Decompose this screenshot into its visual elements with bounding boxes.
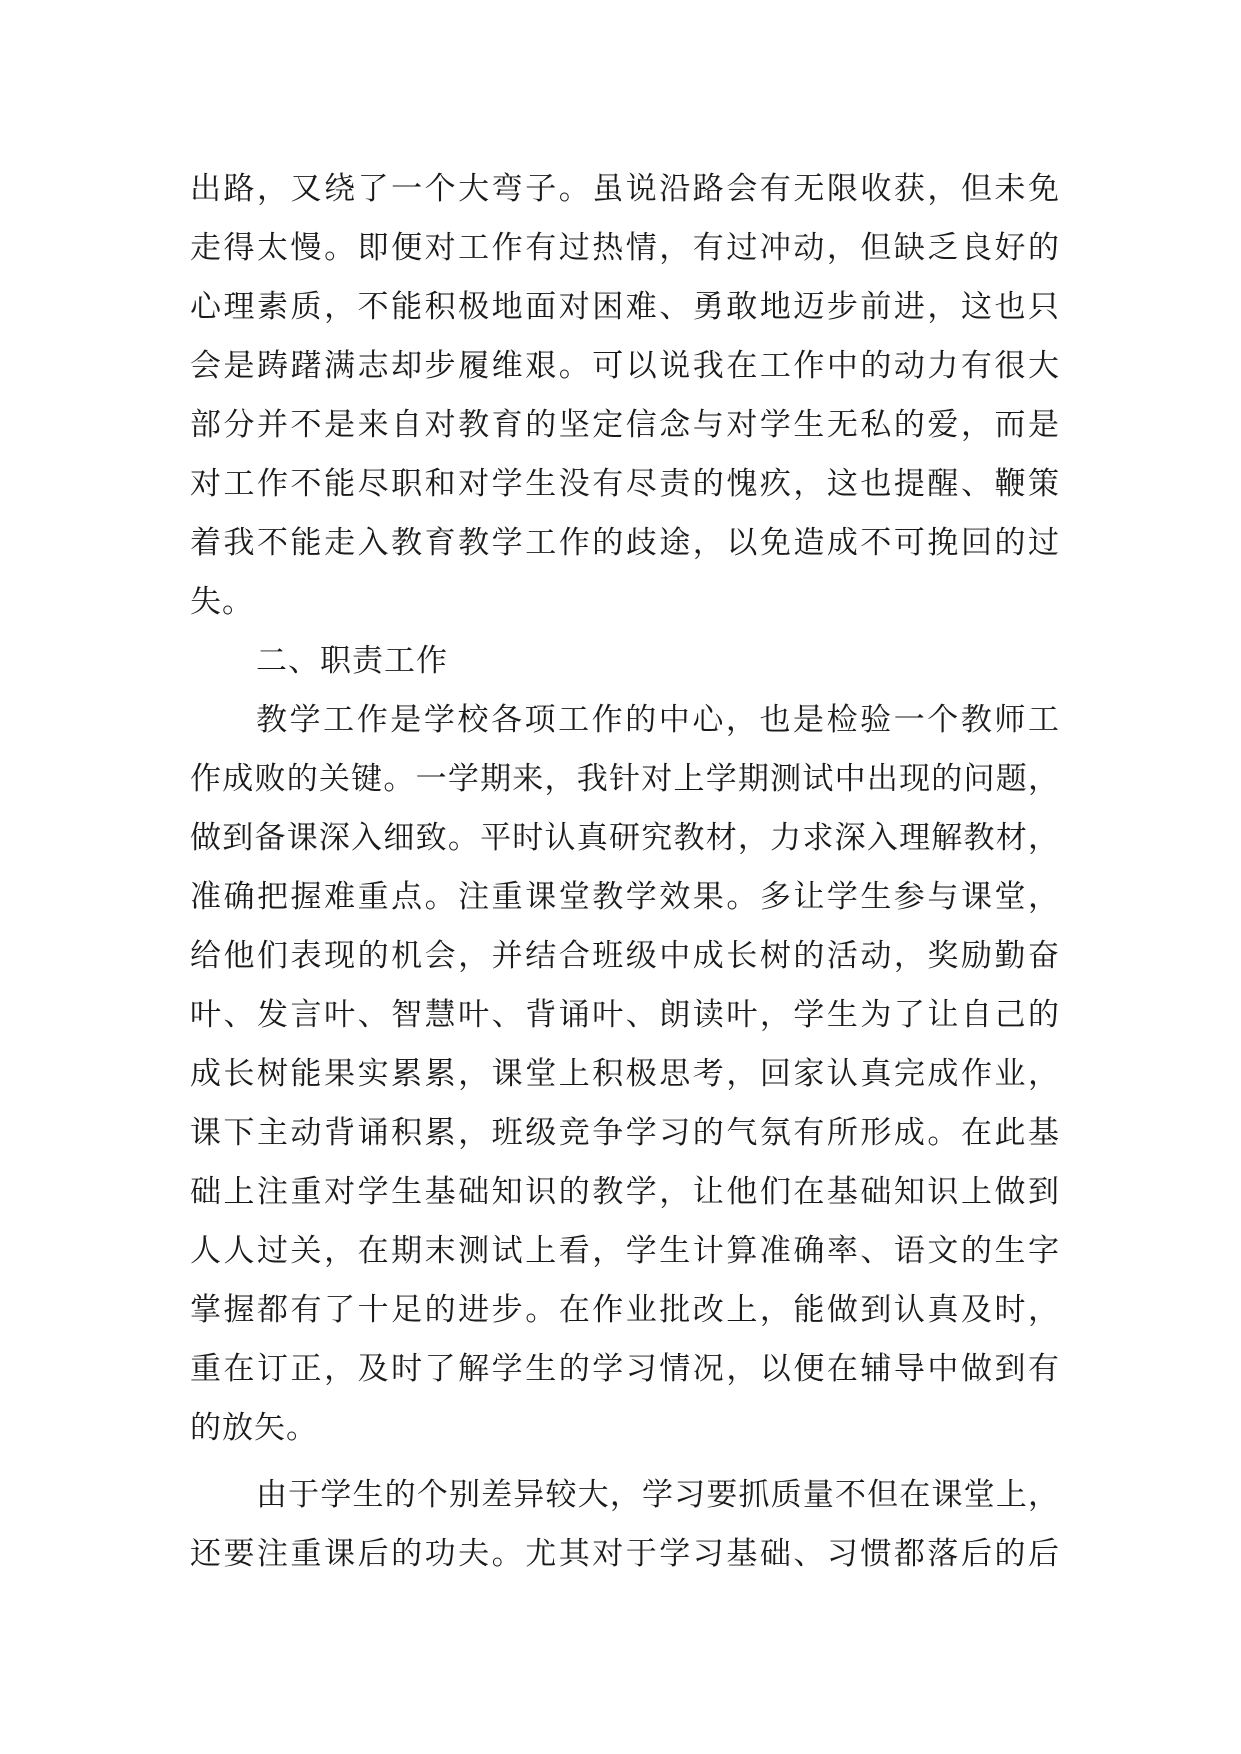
section-heading: 二、职责工作 <box>256 643 448 679</box>
paragraph-line: 础上注重对学生基础知识的教学，让他们在基础知识上做到 <box>190 1174 1060 1210</box>
paragraph-line: 还要注重课后的功夫。尤其对于学习基础、习惯都落后的后 <box>190 1536 1060 1572</box>
paragraph-line: 由于学生的个别差异较大，学习要抓质量不但在课堂上， <box>256 1477 1060 1513</box>
paragraph-line: 课下主动背诵积累，班级竞争学习的气氛有所形成。在此基 <box>190 1115 1060 1151</box>
paragraph-1 <box>190 160 1060 632</box>
paragraph-3 <box>190 1466 1060 1584</box>
paragraph-spacer <box>190 1458 1060 1466</box>
paragraph-line: 做到备课深入细致。平时认真研究教材，力求深入理解教材， <box>190 820 1060 856</box>
paragraph-line: 着我不能走入教育教学工作的歧途，以免造成不可挽回的过 <box>190 525 1060 561</box>
paragraph-line: 重在订正，及时了解学生的学习情况，以便在辅导中做到有 <box>190 1351 1060 1387</box>
paragraph-line: 心理素质，不能积极地面对困难、勇敢地迈步前进，这也只 <box>190 289 1060 325</box>
paragraph-line: 叶、发言叶、智慧叶、背诵叶、朗读叶，学生为了让自己的 <box>190 997 1060 1033</box>
paragraph-2 <box>190 691 1060 1458</box>
paragraph-line: 部分并不是来自对教育的坚定信念与对学生无私的爱，而是 <box>190 407 1060 443</box>
paragraph-line: 失。 <box>190 584 254 620</box>
paragraph-line: 人人过关，在期末测试上看，学生计算准确率、语文的生字 <box>190 1233 1060 1269</box>
paragraph-line: 作成败的关键。一学期来，我针对上学期测试中出现的问题， <box>190 761 1060 797</box>
document-body <box>190 160 1060 1584</box>
paragraph-line: 准确把握难重点。注重课堂教学效果。多让学生参与课堂， <box>190 879 1060 915</box>
paragraph-line: 出路，又绕了一个大弯子。虽说沿路会有无限收获，但未免 <box>190 171 1060 207</box>
paragraph-line: 成长树能果实累累，课堂上积极思考，回家认真完成作业， <box>190 1056 1060 1092</box>
paragraph-line: 走得太慢。即便对工作有过热情，有过冲动，但缺乏良好的 <box>190 230 1060 266</box>
paragraph-line: 给他们表现的机会，并结合班级中成长树的活动，奖励勤奋 <box>190 938 1060 974</box>
paragraph-line: 对工作不能尽职和对学生没有尽责的愧疚，这也提醒、鞭策 <box>190 466 1060 502</box>
paragraph-line: 的放矢。 <box>190 1410 318 1446</box>
paragraph-line: 教学工作是学校各项工作的中心，也是检验一个教师工 <box>256 702 1060 738</box>
paragraph-line: 会是踌躇满志却步履维艰。可以说我在工作中的动力有很大 <box>190 348 1060 384</box>
paragraph-line: 掌握都有了十足的进步。在作业批改上，能做到认真及时， <box>190 1292 1060 1328</box>
